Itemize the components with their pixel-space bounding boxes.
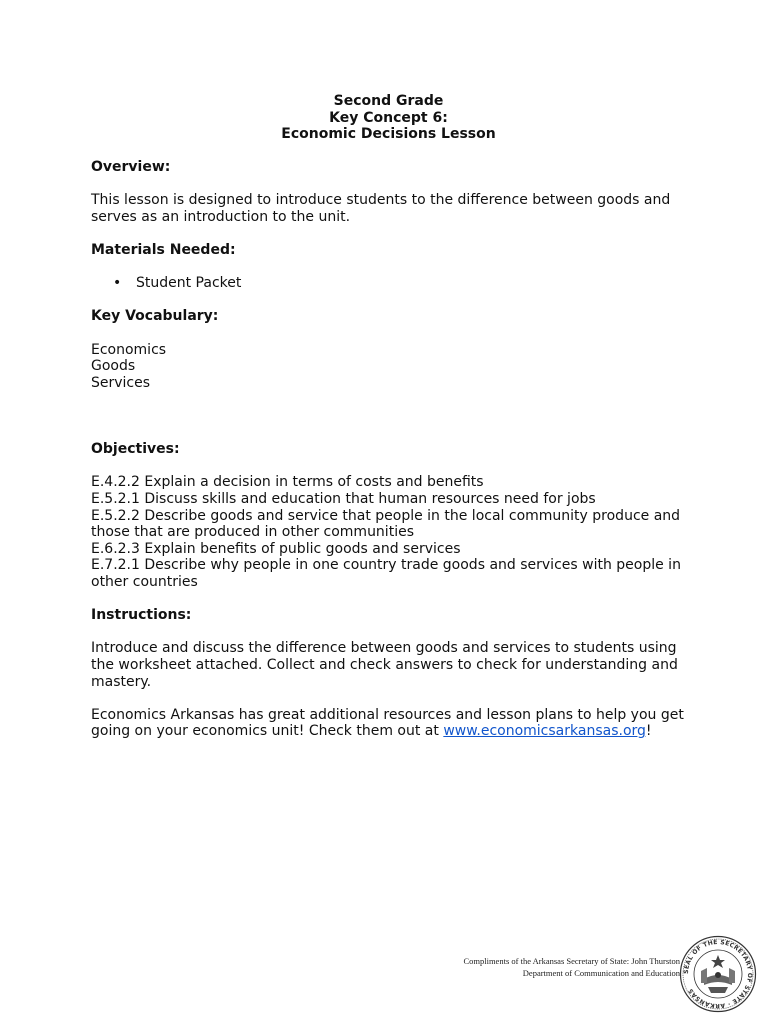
- objective-line: E.6.2.3 Explain benefits of public goods and services: [91, 540, 461, 557]
- overview-line-1: This lesson is designed to introduce students to the difference between goods and: [91, 192, 671, 209]
- vocab-goods: Goods: [91, 358, 136, 375]
- title-concept: Key Concept 6:: [329, 109, 448, 126]
- bullet-icon: •: [113, 275, 122, 292]
- objective-line: other countries: [91, 573, 198, 590]
- objective-line: E.4.2.2 Explain a decision in terms of costs and benefits: [91, 474, 484, 491]
- instructions-line: the worksheet attached. Collect and check answers to check for understanding and: [91, 656, 678, 673]
- objective-line: those that are produced in other communities: [91, 524, 414, 541]
- title-grade: Second Grade: [333, 93, 444, 109]
- vocab-services: Services: [91, 374, 151, 391]
- title-lesson: Economic Decisions Lesson: [281, 126, 496, 142]
- overview-line-2: serves as an introduction to the unit.: [91, 208, 351, 225]
- footer-line-1: Compliments of the Arkansas Secretary of State: John Thurston: [463, 956, 680, 966]
- document-page: [91, 93, 691, 740]
- objective-line: E.5.2.2 Describe goods and service that people in the local community produce and: [91, 507, 681, 524]
- vocabulary-heading: Key Vocabulary:: [91, 308, 219, 325]
- material-label: Student Packet: [136, 275, 242, 292]
- lesson-title: [86, 93, 691, 143]
- resources-prefix: going on your economics unit! Check them out at: [91, 723, 444, 740]
- vocab-economics: Economics: [91, 341, 167, 358]
- objective-line: E.5.2.1 Discuss skills and education that human resources need for jobs: [91, 490, 596, 507]
- instructions-line: Introduce and discuss the difference between goods and services to students using: [91, 640, 677, 657]
- resources-line-2: [91, 723, 691, 740]
- footer-line-2: Department of Communication and Education: [522, 968, 680, 978]
- instructions-heading: Instructions:: [91, 607, 192, 624]
- resources-suffix: !: [645, 723, 652, 740]
- materials-heading: Materials Needed:: [91, 242, 236, 259]
- objectives-heading: Objectives:: [91, 441, 180, 458]
- overview-heading: Overview:: [91, 159, 171, 176]
- objective-line: E.7.2.1 Describe why people in one country trade goods and services with people in: [91, 557, 681, 574]
- materials-list: [91, 275, 691, 292]
- instructions-line: mastery.: [91, 673, 152, 690]
- arkansas-seal-icon: [679, 935, 757, 1013]
- resources-line-1: Economics Arkansas has great additional resources and lesson plans to help you get: [91, 706, 684, 723]
- list-item: [91, 275, 691, 292]
- economics-arkansas-link[interactable]: www.economicsarkansas.org: [443, 723, 646, 740]
- footer-credit: [463, 955, 680, 979]
- seal-text: SEAL OF THE SECRETARY OF STATE · ARKANSAS: [682, 938, 754, 1010]
